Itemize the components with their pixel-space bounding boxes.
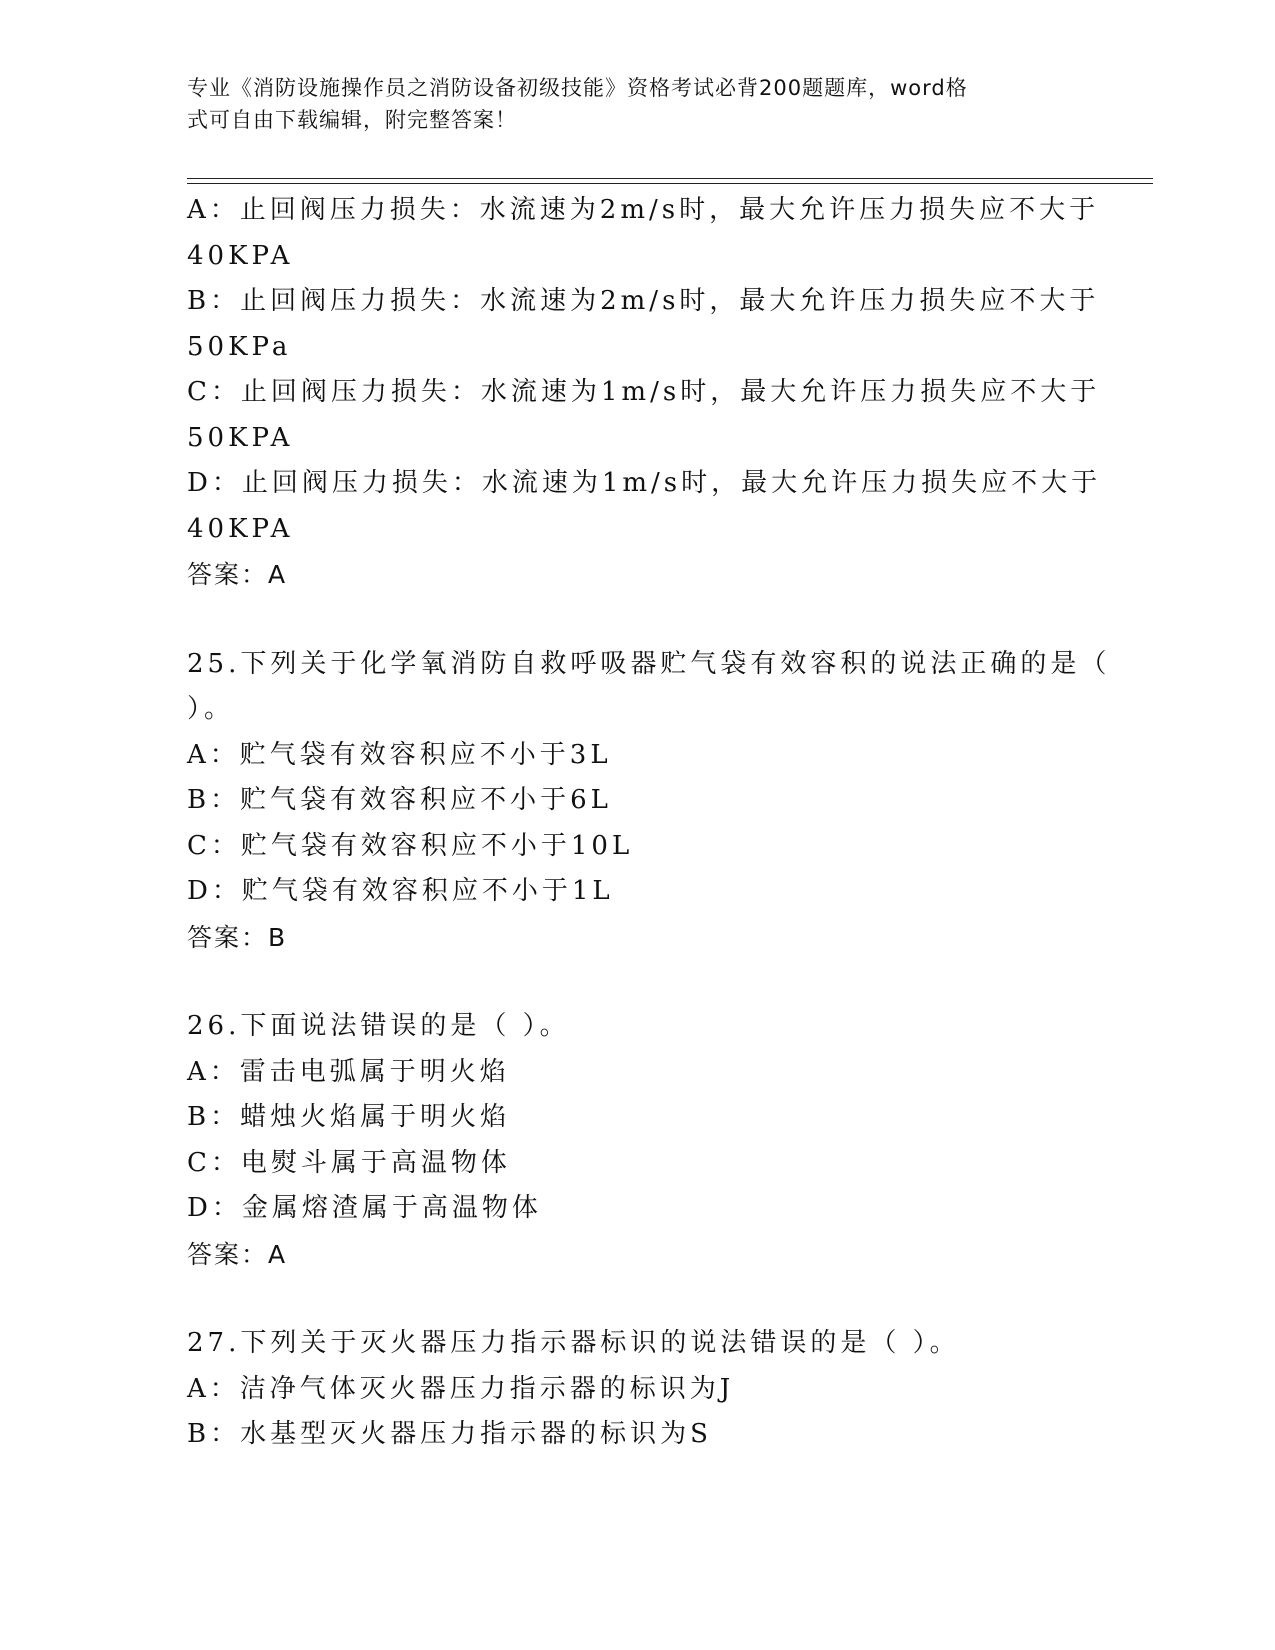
question-24 [187,188,1102,598]
q25-option-d: D：贮气袋有效容积应不小于1L [187,876,614,906]
q24-answer: 答案：A [187,560,288,589]
q25-option-c: C：贮气袋有效容积应不小于10L [187,830,634,861]
document-body [187,188,1111,1458]
q25-option-a: A：贮气袋有效容积应不小于3L [187,739,612,770]
question-25 [187,642,1111,961]
question-27 [187,1321,1087,1458]
q25-stem: 25.下列关于化学氧消防自救呼吸器贮气袋有效容积的说法正确的是（ [187,648,1111,679]
q24-option-a-cont: 40KPA [187,240,294,271]
q24-option-d-cont: 40KPA [187,513,294,544]
q24-option-b-cont: 50KPa [187,331,292,362]
q26-answer: 答案：A [187,1239,288,1269]
q26-option-c: C：电熨斗属于高温物体 [187,1147,511,1178]
q24-option-b: B：止回阀压力损失：水流速为2m/s时，最大允许压力损失应不大于 [187,286,1100,316]
header-line-1: 专业《消防设施操作员之消防设备初级技能》资格考试必背200题题库，word格 [187,76,968,100]
q24-option-c-cont: 50KPA [187,422,294,453]
header-rule-top [187,178,1153,179]
spacer [187,960,1087,1004]
q26-option-b: B：蜡烛火焰属于明火焰 [187,1102,511,1132]
question-26 [187,1004,1087,1277]
spacer [187,1277,1087,1321]
document-header [187,72,1067,136]
q24-option-a: A：止回阀压力损失：水流速为2m/s时，最大允许压力损失应不大于 [187,195,1100,225]
q26-option-d: D：金属熔渣属于高温物体 [187,1193,542,1223]
q24-option-c: C：止回阀压力损失：水流速为1m/s时，最大允许压力损失应不大于 [187,377,1101,407]
q25-option-b: B：贮气袋有效容积应不小于6L [187,785,612,815]
q27-option-a: A：洁净气体灭火器压力指示器的标识为J [187,1373,735,1404]
q24-option-d: D：止回阀压力损失：水流速为1m/s时，最大允许压力损失应不大于 [187,468,1102,498]
spacer [187,598,1087,642]
q25-answer: 答案：B [187,922,288,952]
header-line-2: 式可自由下载编辑，附完整答案！ [187,108,517,132]
q26-option-a: A：雷击电弧属于明火焰 [187,1056,510,1087]
q27-stem: 27.下列关于灭火器压力指示器标识的说法错误的是（ ）。 [187,1328,960,1358]
q26-stem: 26.下面说法错误的是（ ）。 [187,1011,570,1041]
header-rule-bottom [187,183,1153,184]
q25-stem-cont: ）。 [187,694,235,724]
q27-option-b: B：水基型灭火器压力指示器的标识为S [187,1419,712,1449]
